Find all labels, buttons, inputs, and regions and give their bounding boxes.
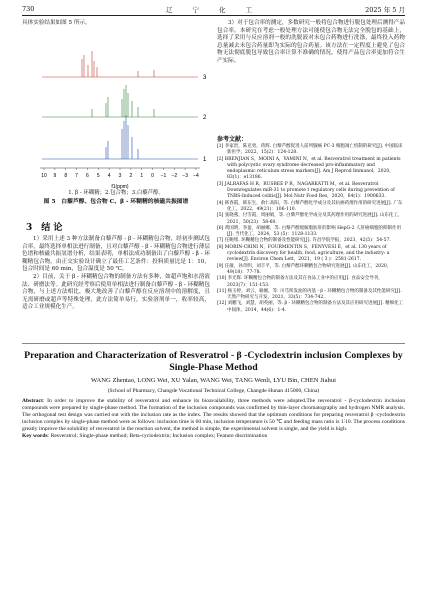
spectrum-trace-1 — [42, 115, 198, 159]
x-tick-label: 5 — [96, 173, 100, 179]
series-label-2: 2 — [203, 115, 207, 121]
x-tick-label: 3 — [118, 173, 122, 179]
abstract-text: : In order to improve the stability of resveratrol and enhance its bioavailability, three methods were adopted.The resveratrol - β-cyclodextrin inclusion compounds were prepared by single-phase method. The formation of the inclusion compounds was confirmed by thin-layer chromatography and hydrogen NMR analysis. The orthogonal test design was carried out with the inclusion rate as the index. The results showed that the optimum conditions for preparing resveratrol β -cyclodextrin inclusion complex by single-phase method were as follows: inclusion time is 60 min, inclusion temperature is 50 ℃ and feeding mass ratio is 1∶10. The process conditions greatly improve the solubility of resveratrol in the reaction solvent, the method is simple, the experimental solvent is single, and the yield is high. — [22, 398, 405, 433]
right-body — [217, 20, 405, 66]
x-axis-label: f1(ppm) — [111, 184, 129, 190]
section-title-conclusion: 3 结 论 — [26, 223, 63, 233]
page-number: 730 — [22, 5, 35, 13]
keywords-text: : Resveratrol; Single-phase method; Beta-cyclodextrin; Inclusion complex; Feature discrimination — [47, 433, 268, 440]
x-tick-label: −2 — [171, 173, 178, 179]
x-tick-labels — [41, 168, 199, 179]
x-tick-label: 4 — [107, 173, 111, 179]
keywords-label: Key words — [22, 433, 48, 440]
reference-item: [5] 张晓燕，付雪霞，周丽娟，等. 白藜芦醇化学成分及其药理作用的研究进展[J]. 山东化工，2021，50(23)：58-60. — [217, 213, 403, 225]
spectrum-trace-3 — [42, 51, 198, 77]
series-label-1: 1 — [203, 157, 207, 163]
reference-item: [1] 李家贵，陈克勇，蒋辉. 白藜芦醇促进人前列腺癌 PC-3 细胞凋亡机制的研究[J]. 中国临床新医学，2022，15(2)：124-128. — [217, 144, 403, 156]
running-header — [22, 5, 405, 16]
divider — [22, 343, 405, 344]
english-abstract — [22, 398, 405, 441]
x-tick-label: 0 — [151, 173, 154, 179]
x-tick-label: −4 — [193, 173, 199, 179]
x-tick-label: 7 — [75, 173, 78, 179]
reference-item: [6] 黄国明，李盈，胡丽娜，等. 白藜芦醇缓解脂肪肝的影响 HepG-2 人肝癌细胞的抑制作用[J]. 当代化工，2024，53 (5)：1128-1133. — [217, 225, 402, 238]
reference-item: [2] BRENJIAN S，MOINI A，YAMINI N，et al. Resveratrol treatment in patients with polycystic ovary syndrome decreased pro-inflammatory and endoplasmic reticulum stress markers[J]. Am J Reprod Immunol，2020，83(1)：e13186. — [217, 156, 401, 181]
conclusion-paragraph-1: 1）采用上述 3 种方法制备白藜芦醇 - β - 环糊精包合物，经初步测试包合率，最终选择单相法进行制备，且对白藜芦醇 - β - 环糊精包合物进行薄层色谱和核磁共振氢谱分析，结果表明，单相法成功制备出了白藜芦醇 - β - 环糊精包合物。由正交实验设计确立了最佳工艺条件：投料质量比是 1：10，包合时间是 60 min，包合温度是 50 ℃。 — [22, 236, 210, 273]
conclusion-paragraph-2: 2）目前，关于 β - 环糊精包合物的制备方法有多种，如超声饱和水溶液法、研磨法等。此研究经考察后使用单相法进行制备白藜芦醇 - β - 环糊精包合物，与上述方法相比，极大地改善了白藜芦醇在反应溶剂中的溶解度，且无需研磨或超声等特殊处理，此方法简单易行，实验溶剂单一，收率较高，适合工业规模化生产。 — [22, 273, 210, 311]
conclusion-body — [22, 236, 210, 312]
x-tick-label: −3 — [182, 173, 188, 179]
x-tick-label: 2 — [129, 173, 133, 179]
figure-legend: 1. β - 环糊精；2.包合物；3.白藜芦醇。 — [68, 190, 164, 196]
conclusion-paragraph-3: 3）对于包合率的测定，多数研究一般将包合物进行脱包处理后测得产品包合率。本研究在考虑一般处理方法可能使包合物无法完全脱包的基础上，选择了采用与反应溶剂一般的洗脱液对未包合药物进行洗涤，最终投入药物总量减去未包合药量即为实际的包合药量。该方法在一定程度上避免了包合物无法彻底脱包导致包合率计算不准确的情况，使得产品包合率更加符合生产实际。 — [217, 20, 405, 64]
nmr-spectrum-figure — [22, 37, 210, 192]
x-tick-label: 6 — [86, 173, 89, 179]
reference-item: [12] 刘鹏飞，刘慧，胡英丽，等. β - 环糊精包合物的制备方法及其应用研究进展[J]. 精细化工中间体，2014，44(6)：1-4. — [217, 301, 404, 313]
abstract-label: Abstract — [22, 398, 43, 404]
series-label-3: 3 — [203, 75, 207, 81]
issue-date: 2025 年 5 月 — [365, 6, 405, 14]
reference-item: [7] 任鲍绪. 环糊精包合物的制备及性能研究[J]. 许昌学院学报，2023，42(5)：54-57. — [217, 238, 391, 244]
english-affiliation: (School of Pharmacy, Changde Vocational Technical College, Changde Hunan 415000, China) — [107, 388, 320, 394]
x-tick-label: 9 — [53, 173, 57, 179]
reference-item: [10] 李光辉. 环糊精包合物的制备方法及其在食品工业中的应用[J]. 食品安全导刊，2023(7)：151-153. — [217, 276, 383, 288]
x-tick-label: 8 — [64, 173, 68, 179]
intro-line: 具体实验结果如图 5 所示。 — [22, 20, 91, 26]
x-tick-label: −1 — [160, 173, 167, 179]
reference-item: [11] 杨玉婷，刘云，喻刚，等. 川芎挥发油的丙基 - β - 环糊精包合物的制备及其性能研究[J]. 天然产物研究与开发，2021，33(5)：734-742. — [217, 288, 402, 301]
spectrum-trace-2 — [42, 85, 198, 117]
reference-item: [9] 任敏，孙奇明，刘丰平，等. 白藜芦醇环糊精包合物研究进展[J]. 山东化工，2020，49(18)：77-78. — [217, 263, 392, 275]
journal-name: 辽 宁 化 工 — [165, 6, 262, 14]
x-tick-label: 1 — [140, 173, 144, 179]
reference-list — [217, 144, 405, 314]
figure-caption: 图 5 白藜芦醇、包合物 C、β - 环糊精的核磁共振图谱 — [43, 199, 189, 205]
reference-item: [4] 韩春霞，韩东生，俞仁高阳，等. 白藜芦醇化学成分及其抗癌药理作用的研究进展[J]. 广东化工，2022，49(21)：106-110. — [217, 200, 403, 212]
references-title: 参考文献： — [217, 136, 248, 143]
reference-item: [3] JALRAFAS H R，RUSBEE P R，NAGARKATTI M，et al. Resveratrol Downregulates miR-31 to promote t regulatory cells during prevention of TNBS-Induced colitis[J]. Mol Nutr Food Res，2020，64(1)：1900633. — [217, 181, 395, 200]
english-title: Preparation and Characterization of Resveratrol - β -Cyclodextrin inclusion Complexes by Single-Phase Method — [24, 350, 403, 373]
reference-item: [8] MORIN-CRINI N，FOURMENTIN S，FENYVESI É，et al. 130 years of cyclodextrin discovery for health, food, agriculture, and the industry: a review[J]. Environ Chem Lett，2021，19 ( 3 )：2581-2617. — [217, 244, 390, 263]
english-authors: WANG Zhentao, LONG Wei, XU Yalan, WANG Wei, TANG Wenli, LYU Bin, CHEN Jiahui — [91, 377, 336, 384]
left-intro — [22, 20, 210, 28]
x-tick-label: 10 — [41, 173, 47, 179]
